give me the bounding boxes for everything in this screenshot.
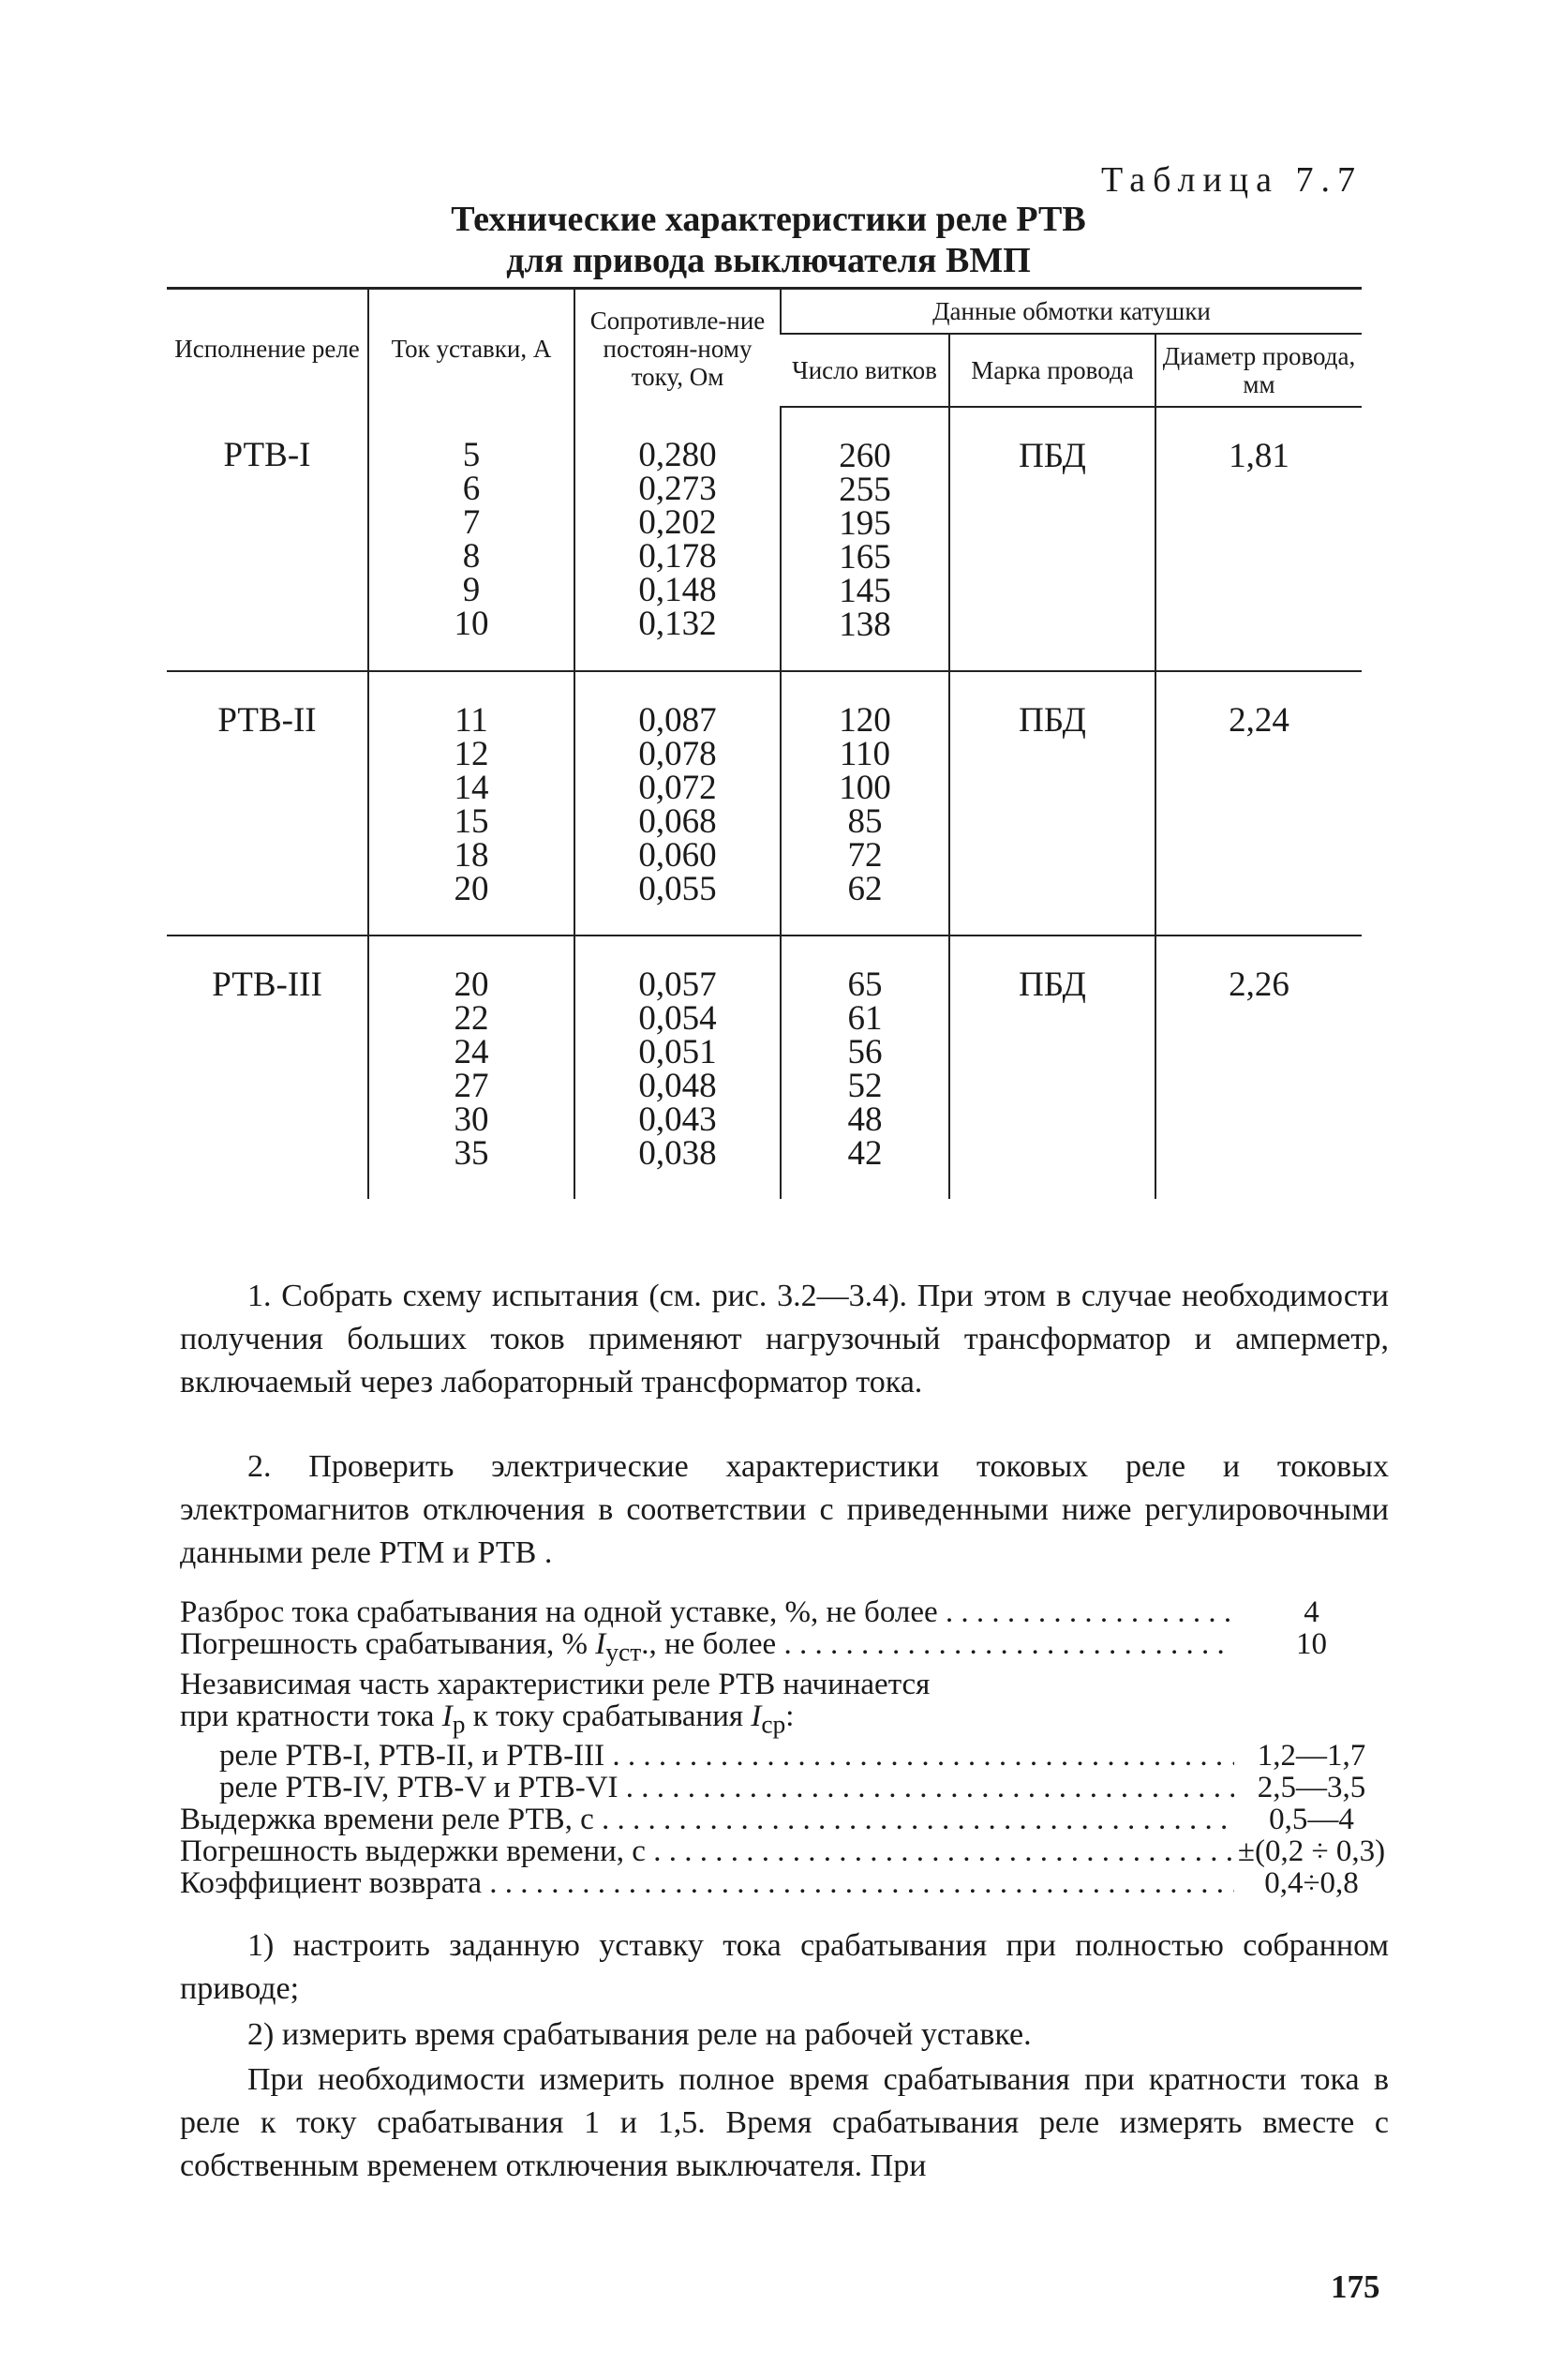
spec-label: реле РТВ-IV, РТВ-V и РТВ-VI . . . — [180, 1772, 1234, 1804]
paragraph-step-2 — [180, 2013, 1389, 2057]
table-title-line-2: для привода выключателя ВМП — [506, 241, 1031, 280]
spec-row-independent-1 — [180, 1669, 1389, 1700]
spec-row-spread — [180, 1596, 1389, 1628]
spec-value: 4 — [1304, 1595, 1319, 1629]
resistance-cell: 0,280 0,273 0,202 0,178 0,148 0,132 — [574, 407, 781, 671]
header-winding-group: Данные обмотки катушки — [781, 289, 1362, 335]
relay-spec-table — [167, 287, 1362, 1199]
paragraph-3 — [180, 2058, 1389, 2188]
wire-grade-cell: ПБД — [949, 671, 1155, 936]
spec-value: 0,5—4 — [1269, 1803, 1354, 1837]
spec-label: Погрешность срабатывания, % $I_{уст}$., не более . . . — [180, 1628, 1234, 1669]
step-1-text: 1) настроить заданную уставку тока срабатывания при полностью собранном приводе; — [180, 1928, 1389, 2006]
table-row — [167, 407, 1362, 671]
spec-value: 1,2—1,7 — [1257, 1739, 1366, 1774]
current-cell: 20 22 24 27 30 35 — [368, 936, 574, 1199]
turns-cell: 260 255 195 165 145 138 — [781, 407, 949, 671]
wire-diameter-cell: 2,24 — [1155, 671, 1362, 936]
variant-cell: РТВ-III — [167, 936, 368, 1199]
table-row — [167, 936, 1362, 1199]
turns-cell: 120 110 100 85 72 62 — [781, 671, 949, 936]
spec-row-error — [180, 1628, 1389, 1669]
table-caption — [356, 199, 1181, 281]
spec-row-relay-group-2 — [180, 1772, 1389, 1804]
header-current: Ток уставки, А — [368, 289, 574, 408]
spec-label: при кратности тока $I_р$ к току срабатывания $I_{ср}$: — [180, 1699, 795, 1739]
turns-cell: 65 61 56 52 48 42 — [781, 936, 949, 1199]
spec-row-delay — [180, 1804, 1389, 1835]
spec-value: 0,4÷0,8 — [1264, 1866, 1359, 1901]
step-2-text: 2) измерить время срабатывания реле на рабочей уставке. — [247, 2017, 1032, 2052]
spec-row-relay-group-1 — [180, 1740, 1389, 1772]
variant-cell: РТВ-I — [223, 436, 311, 474]
spec-value: 2,5—3,5 — [1257, 1771, 1366, 1805]
spec-label: Разброс тока срабатывания на одной уставке, %, не более . . . — [180, 1596, 1234, 1628]
header-wire-grade: Марка провода — [949, 334, 1155, 407]
paragraph-1 — [180, 1275, 1389, 1404]
resistance-cell: 0,057 0,054 0,051 0,048 0,043 0,038 — [574, 936, 781, 1199]
spec-label: Погрешность выдержки времени, с . . . — [180, 1835, 1234, 1867]
spec-row-delay-error — [180, 1835, 1389, 1867]
spec-label: Коэффициент возврата . . . — [180, 1867, 1234, 1899]
header-turns: Число витков — [781, 334, 949, 407]
wire-grade-cell: ПБД — [949, 407, 1155, 671]
table-title-line-1: Технические характеристики реле РТВ — [451, 200, 1086, 239]
spec-label: Выдержка времени реле РТВ, с . . . — [180, 1804, 1234, 1835]
page-number: 175 — [1331, 2268, 1380, 2305]
paragraph-2-text: 2. Проверить электрические характеристики токовых реле и токовых электромагнитов отключения в соответствии с приведенными ниже регулировочными данными реле РТМ и РТВ . — [180, 1449, 1389, 1570]
spec-label: Независимая часть характеристики реле РТВ начинается — [180, 1668, 931, 1700]
wire-diameter-cell: 1,81 — [1155, 407, 1362, 671]
spec-label: реле РТВ-I, РТВ-II, и РТВ-III . . . — [180, 1740, 1234, 1772]
variant-cell: РТВ-II — [167, 671, 368, 936]
paragraph-step-1 — [180, 1924, 1389, 2011]
header-wire-diameter: Диаметр провода, мм — [1155, 334, 1362, 407]
spec-row-independent-2 — [180, 1700, 1389, 1741]
paragraph-3-text: При необходимости измерить полное время срабатывания при кратности тока в реле к току срабатывания 1 и 1,5. Время срабатывания реле измерять вместе с собственным временем отключения выключателя. При — [180, 2062, 1389, 2183]
spec-row-return — [180, 1867, 1389, 1899]
current-cell: 11 12 14 15 18 20 — [368, 671, 574, 936]
header-resistance: Сопротивле-ние постоян-ному току, Ом — [574, 289, 781, 408]
paragraph-2 — [180, 1445, 1389, 1575]
resistance-cell: 0,087 0,078 0,072 0,068 0,060 0,055 — [574, 671, 781, 936]
wire-grade-cell: ПБД — [949, 936, 1155, 1199]
spec-value: ±(0,2 ÷ 0,3) — [1237, 1834, 1386, 1869]
adjustment-data-list — [180, 1596, 1389, 1899]
spec-value: 10 — [1296, 1627, 1327, 1661]
paragraph-1-text: 1. Собрать схему испытания (см. рис. 3.2—3.4). При этом в случае необходимости получения больших токов применяют нагрузочный трансформатор и амперметр, включаемый через лабораторный трансформатор тока. — [180, 1279, 1389, 1400]
table-row — [167, 671, 1362, 936]
wire-diameter-cell: 2,26 — [1155, 936, 1362, 1199]
table-number-label: Таблица 7.7 — [1100, 160, 1363, 200]
header-variant: Исполнение реле — [167, 289, 368, 408]
current-cell: 5 6 7 8 9 10 — [368, 407, 574, 671]
